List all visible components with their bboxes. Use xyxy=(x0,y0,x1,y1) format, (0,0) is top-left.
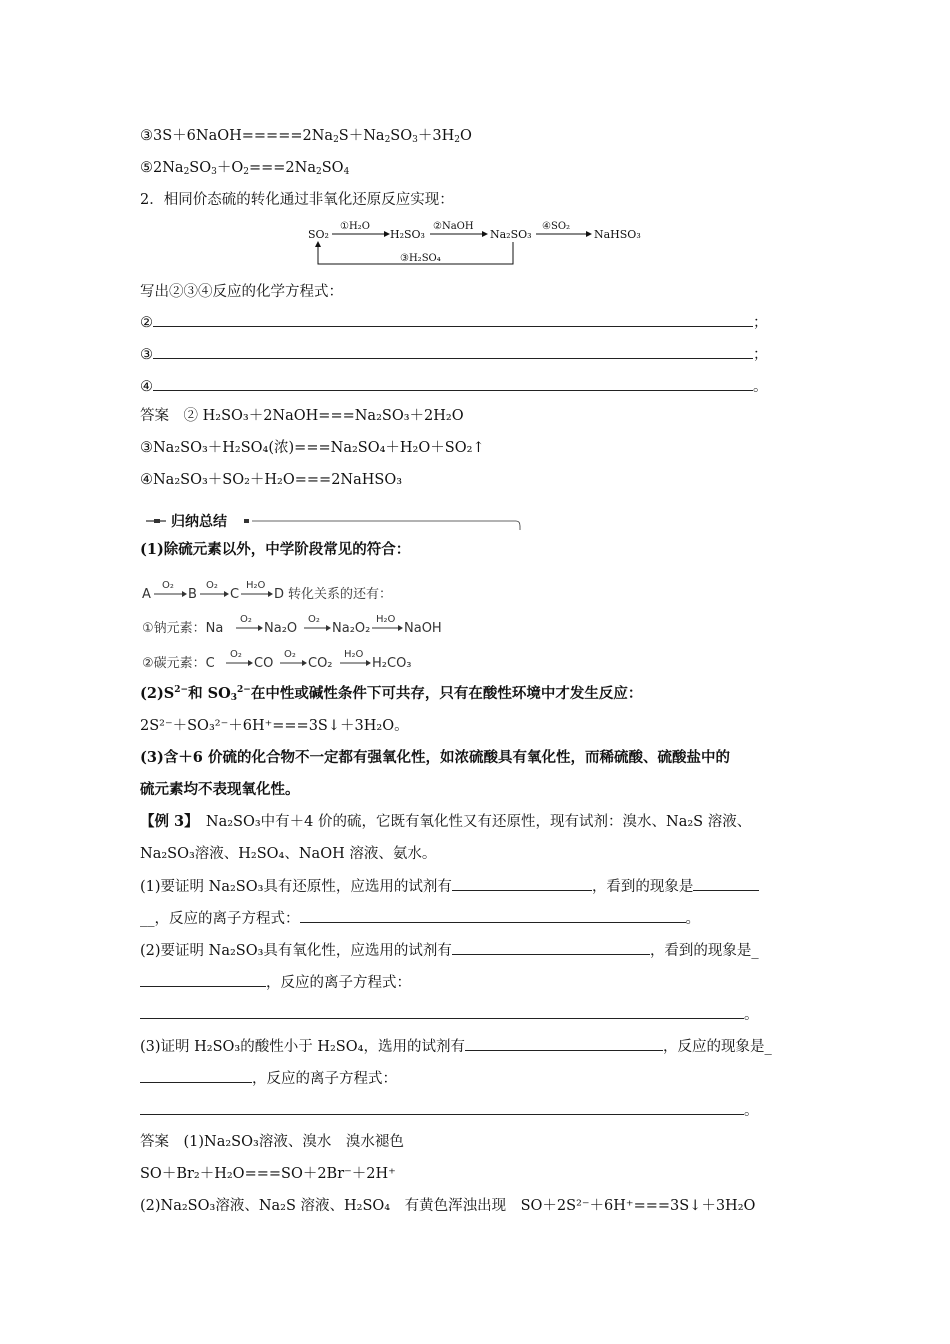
fill-blank[interactable] xyxy=(140,1068,252,1083)
fill-blank[interactable] xyxy=(153,312,753,327)
svg-text:O₂: O₂ xyxy=(308,614,320,625)
example-answer-1-equation: SO＋Br₂＋H₂O===SO＋2Br⁻＋2H⁺ xyxy=(140,1166,396,1182)
svg-text:O₂: O₂ xyxy=(206,580,218,591)
question-3-line-3: 。 xyxy=(140,1100,759,1121)
summary-point-2: $(2)S^{2-}$和 $SO_3^{2-}$在中性或碱性条件下可共存，只有在酸性环境中才发生反应： xyxy=(140,685,643,703)
fill-blank[interactable] xyxy=(452,940,650,955)
svg-text:A: A xyxy=(142,587,151,602)
summary-point-2-equation: 2S²⁻＋SO₃²⁻＋6H⁺===3S↓＋3H₂O。 xyxy=(140,718,409,734)
equation-3: $③3S+6NaOH=====2Na_2S+Na_2SO_3+3H_2O$ xyxy=(140,128,472,145)
prompt: 写出②③④反应的化学方程式： xyxy=(140,284,343,300)
summary-point-3-line-1: (3)含＋6 价硫的化合物不一定都有强氧化性，如浓硫酸具有氧化性，而稀硫酸、硫酸盐中的 xyxy=(140,749,730,766)
svg-text:O₂: O₂ xyxy=(284,649,296,660)
svg-text:NaOH: NaOH xyxy=(404,621,442,636)
equation-5: $⑤2Na_2SO_3+O_2===2Na_2SO_4$ xyxy=(140,160,350,177)
fill-blank[interactable] xyxy=(452,876,592,891)
summary-point-3-line-2: 硫元素均不表现氧化性。 xyxy=(140,781,300,798)
svg-text:D: D xyxy=(274,587,285,602)
svg-text:Na₂O₂: Na₂O₂ xyxy=(332,621,371,636)
fill-blank[interactable] xyxy=(140,1100,744,1115)
svg-text:H₂CO₃: H₂CO₃ xyxy=(372,656,412,671)
scheme-nahso3: NaHSO₃ xyxy=(594,228,641,241)
answer-line-3: ③Na₂SO₃＋H₂SO₄(浓)===Na₂SO₄＋H₂O＋SO₂↑ xyxy=(140,440,485,456)
fill-blank[interactable] xyxy=(140,972,266,987)
svg-text:O₂: O₂ xyxy=(230,649,242,660)
summary-point-1: (1)除硫元素以外，中学阶段常见的符合： xyxy=(140,541,411,558)
svg-text:CO₂: CO₂ xyxy=(308,656,333,671)
fill-blank[interactable] xyxy=(300,908,686,923)
question-3-line-2: ，反应的离子方程式： xyxy=(140,1068,397,1089)
scheme-so2: SO₂ xyxy=(308,228,329,241)
example-answer-1: 答案 (1)Na₂SO₃溶液、溴水 溴水褪色 xyxy=(140,1134,404,1150)
example-answer-2: (2)Na₂SO₃溶液、Na₂S 溶液、H₂SO₄ 有黄色浑浊出现 SO＋2S²⁻＋6H⁺===3S↓＋3H₂O xyxy=(140,1198,756,1214)
fill-blank[interactable] xyxy=(140,1004,744,1019)
question-2-line-1: (2)要证明 Na₂SO₃具有氧化性，应选用的试剂有 ，看到的现象是_ xyxy=(140,940,759,961)
answer-line-4: ④Na₂SO₃＋SO₂＋H₂O===2NaHSO₃ xyxy=(140,472,403,488)
svg-text:O₂: O₂ xyxy=(162,580,174,591)
answer-line-2: 答案 ② H₂SO₃＋2NaOH===Na₂SO₃＋2H₂O xyxy=(140,408,464,424)
example-3-stem-line-2: Na₂SO₃溶液、H₂SO₄、NaOH 溶液、氨水。 xyxy=(140,846,437,862)
fill-blank[interactable] xyxy=(153,344,753,359)
svg-text:①钠元素：Na: ①钠元素：Na xyxy=(142,621,224,636)
svg-text:O₂: O₂ xyxy=(240,614,252,625)
section-2-heading: 2．相同价态硫的转化通过非氧化还原反应实现： xyxy=(140,192,454,208)
svg-text:转化关系的还有：: 转化关系的还有： xyxy=(288,587,393,602)
svg-text:H₂O: H₂O xyxy=(246,580,266,591)
reaction-scheme-diagram xyxy=(300,214,660,270)
question-2-line-2: ，反应的离子方程式： xyxy=(140,972,411,993)
summary-header xyxy=(140,510,522,532)
arrow-2-label: ②NaOH xyxy=(433,221,474,232)
answer-blank-4: ④ 。 xyxy=(140,376,768,397)
summary-title: 归纳总结 xyxy=(168,511,230,531)
arrow-3-label: ③H₂SO₄ xyxy=(400,253,441,264)
conversion-chain-carbon xyxy=(140,645,470,673)
scheme-h2so3: H₂SO₃ xyxy=(390,228,425,241)
svg-text:B: B xyxy=(188,587,197,602)
svg-text:C: C xyxy=(230,587,240,602)
svg-text:Na₂O: Na₂O xyxy=(264,621,298,636)
conversion-chain-sodium xyxy=(140,610,470,638)
example-3-stem-line-1: 【例 3】 Na₂SO₃中有＋4 价的硫，它既有氧化性又有还原性，现有试剂：溴水、Na₂S 溶液、 xyxy=(140,813,752,830)
answer-blank-3: ③ ； xyxy=(140,344,768,365)
svg-text:②碳元素：C: ②碳元素：C xyxy=(142,656,215,671)
conversion-chain-general xyxy=(140,576,470,604)
answer-blank-2: ② ； xyxy=(140,312,768,333)
arrow-1-label: ①H₂O xyxy=(340,221,370,232)
question-1-line-2: __，反应的离子方程式： 。 xyxy=(140,908,700,929)
fill-blank[interactable] xyxy=(693,876,759,891)
question-3-line-1: (3)证明 H₂SO₃的酸性小于 H₂SO₄，选用的试剂有 ，反应的现象是_ xyxy=(140,1036,772,1057)
svg-text:H₂O: H₂O xyxy=(344,649,364,660)
fill-blank[interactable] xyxy=(465,1036,663,1051)
question-2-line-3: 。 xyxy=(140,1004,759,1025)
arrow-4-label: ④SO₂ xyxy=(542,221,571,232)
scheme-na2so3: Na₂SO₃ xyxy=(490,228,532,241)
example-label: 【例 3】 xyxy=(140,813,192,830)
question-1-line-1: (1)要证明 Na₂SO₃具有还原性，应选用的试剂有 ，看到的现象是 xyxy=(140,876,759,897)
svg-text:H₂O: H₂O xyxy=(376,614,396,625)
svg-text:CO: CO xyxy=(254,656,274,671)
fill-blank[interactable] xyxy=(153,376,753,391)
